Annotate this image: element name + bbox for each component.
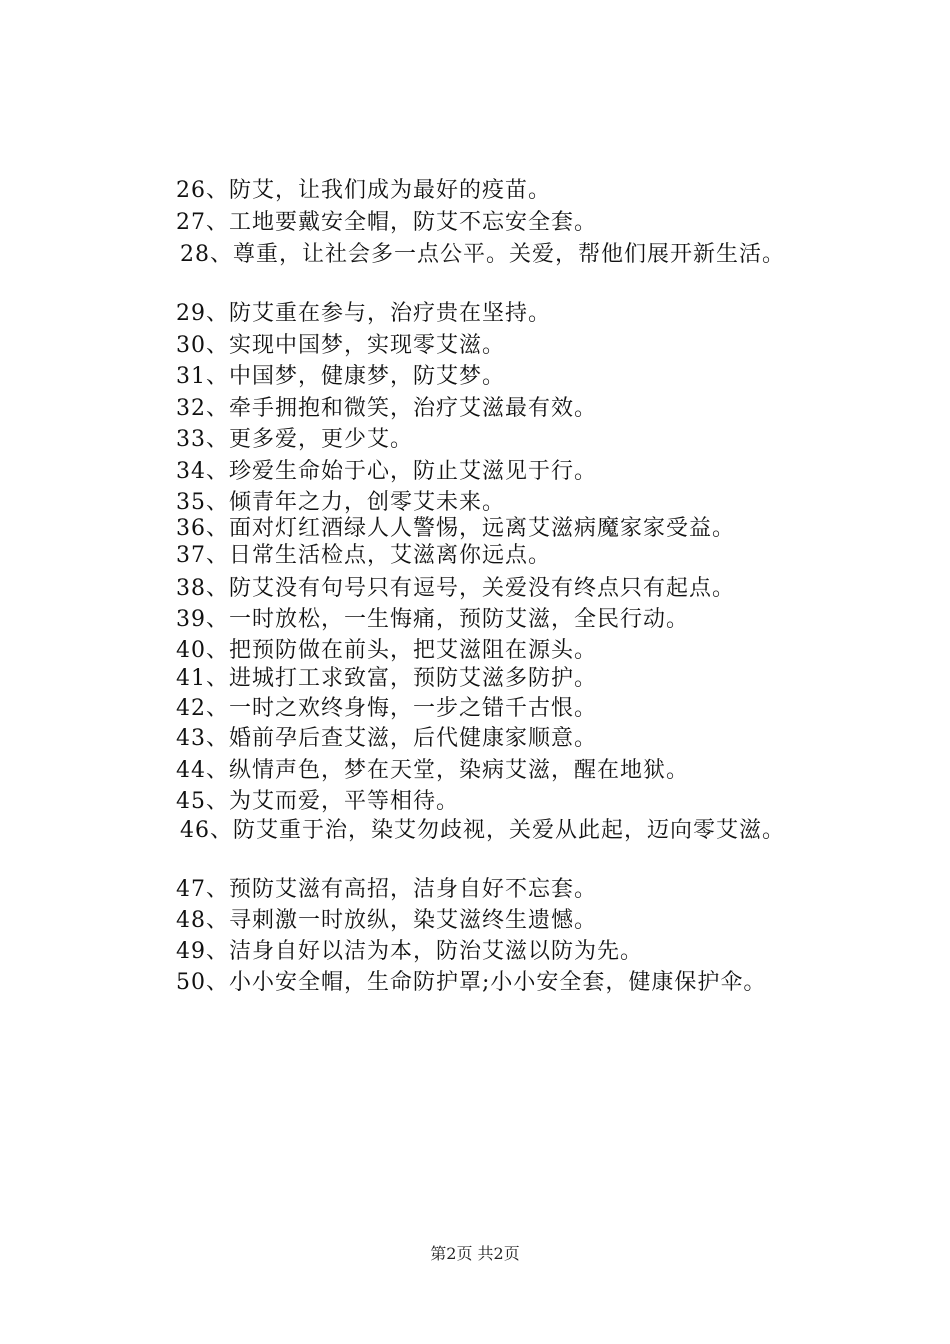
slogan-line: 38、防艾没有句号只有逗号，关爱没有终点只有起点。 xyxy=(176,576,735,601)
slogan-line: 28、尊重，让社会多一点公平。关爱，帮他们展开新生活。 xyxy=(180,242,785,267)
slogan-line: 40、把预防做在前头，把艾滋阻在源头。 xyxy=(176,638,597,663)
slogan-line: 48、寻刺激一时放纵，染艾滋终生遗憾。 xyxy=(176,908,597,933)
slogan-line: 37、日常生活检点，艾滋离你远点。 xyxy=(176,543,551,568)
slogan-line: 33、更多爱，更少艾。 xyxy=(176,427,413,452)
slogan-line: 35、倾青年之力，创零艾未来。 xyxy=(176,490,505,515)
slogan-line: 34、珍爱生命始于心，防止艾滋见于行。 xyxy=(176,459,597,484)
slogan-line: 39、一时放松，一生悔痛，预防艾滋，全民行动。 xyxy=(176,607,689,632)
slogan-line: 31、中国梦，健康梦，防艾梦。 xyxy=(176,364,505,389)
slogan-line: 46、防艾重于治，染艾勿歧视，关爱从此起，迈向零艾滋。 xyxy=(180,818,785,843)
slogan-line: 29、防艾重在参与，治疗贵在坚持。 xyxy=(176,301,551,326)
slogan-line: 27、工地要戴安全帽，防艾不忘安全套。 xyxy=(176,210,597,235)
slogan-line: 26、防艾，让我们成为最好的疫苗。 xyxy=(176,178,551,203)
slogan-line: 32、牵手拥抱和微笑，治疗艾滋最有效。 xyxy=(176,396,597,421)
slogan-line: 42、一时之欢终身悔，一步之错千古恨。 xyxy=(176,696,597,721)
slogan-line: 41、进城打工求致富，预防艾滋多防护。 xyxy=(176,666,597,691)
slogan-line: 49、洁身自好以洁为本，防治艾滋以防为先。 xyxy=(176,939,643,964)
slogan-line: 30、实现中国梦，实现零艾滋。 xyxy=(176,333,505,358)
slogan-line: 36、面对灯红酒绿人人警惕，远离艾滋病魔家家受益。 xyxy=(176,516,735,541)
page-footer: 第2页 共2页 xyxy=(430,1244,520,1263)
slogan-line: 47、预防艾滋有高招，洁身自好不忘套。 xyxy=(176,877,597,902)
slogan-line: 45、为艾而爱，平等相待。 xyxy=(176,789,459,814)
slogan-line: 44、纵情声色，梦在天堂，染病艾滋，醒在地狱。 xyxy=(176,758,689,783)
slogan-line: 50、小小安全帽，生命防护罩;小小安全套，健康保护伞。 xyxy=(176,970,767,995)
slogan-line: 43、婚前孕后查艾滋，后代健康家顺意。 xyxy=(176,726,597,751)
